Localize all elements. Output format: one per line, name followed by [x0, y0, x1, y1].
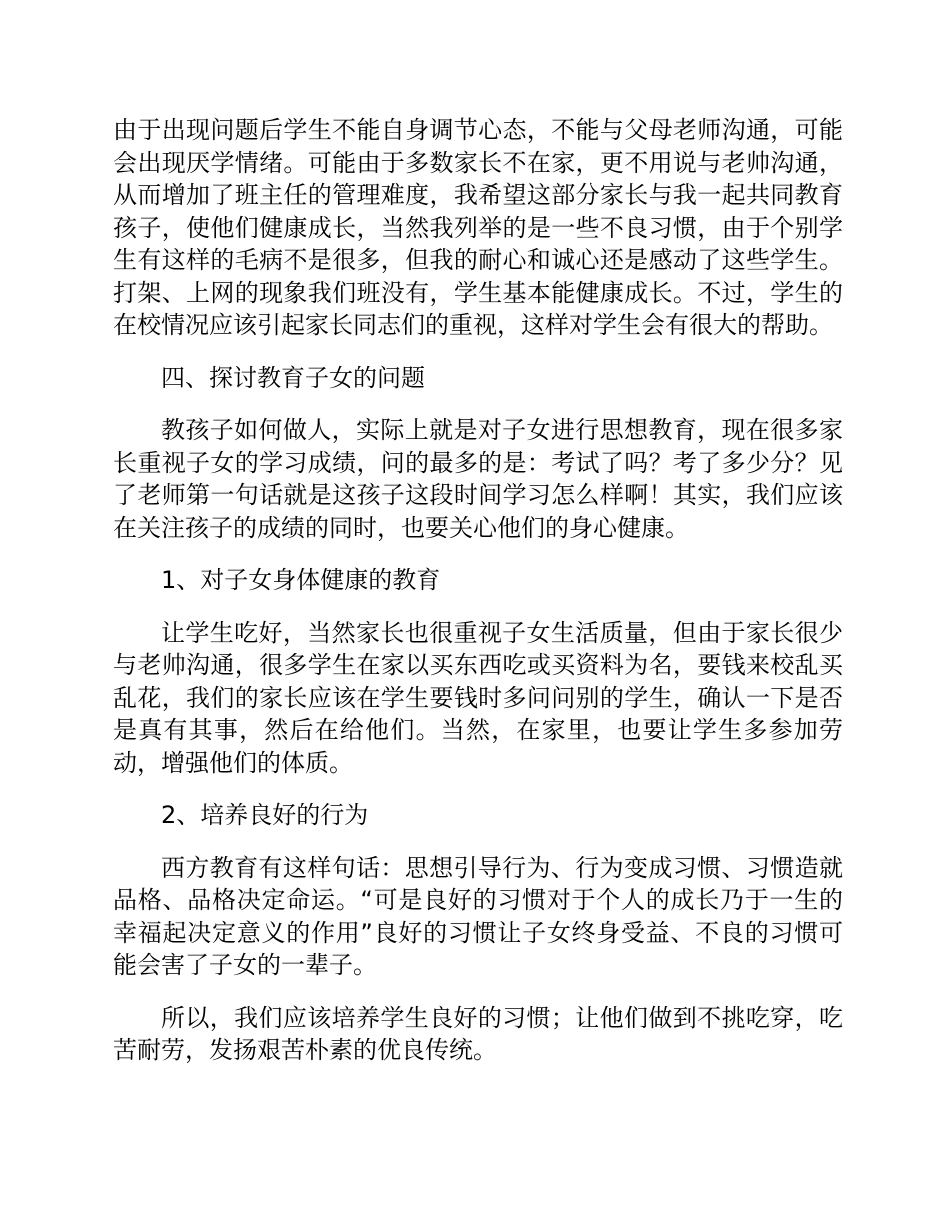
paragraph-conclusion: 所以，我们应该培养学生良好的习惯；让他们做到不挑吃穿，吃苦耐劳，发扬艰苦朴素的优良传统。 [113, 1003, 843, 1064]
paragraph-good-behavior: 西方教育有这样句话：思想引导行为、行为变成习惯、习惯造就品格、品格决定命运。“可是良好的习惯对于个人的成长乃于一生的幸福起决定意义的作用”良好的习惯让子女终身受益、不良的习惯可能会害了子女的一辈子。 [113, 853, 843, 979]
paragraph-intro: 由于出现问题后学生不能自身调节心态，不能与父母老师沟通，可能会出现厌学情绪。可能由于多数家长不在家，更不用说与老帅沟通，从而增加了班主任的管理难度，我希望这部分家长与我一起共同教育孩子，使他们健康成长，当然我列举的是一些不良习惯，由于个别学生有这样的毛病不是很多，但我的耐心和诚心还是感动了这些学生。打架、上网的现象我们班没有，学生基本能健康成长。不过，学生的在校情况应该引起家长同志们的重视，这样对学生会有很大的帮助。 [113, 116, 843, 339]
paragraph-moral-education: 教孩子如何做人，实际上就是对子女进行思想教育，现在很多家长重视子女的学习成绩，问的最多的是：考试了吗？考了多少分？见了老师第一句话就是这孩子这段时间学习怎么样啊！其实，我们应该在关注孩子的成绩的同时，也要关心他们的身心健康。 [113, 416, 843, 542]
subheading-good-behavior: 2、培养良好的行为 [161, 801, 369, 829]
section-heading-4: 四、探讨教育子女的问题 [161, 363, 425, 392]
subheading-physical-health: 1、对子女身体健康的教育 [161, 566, 441, 594]
document-body [113, 114, 843, 1087]
paragraph-physical-health: 让学生吃好，当然家长也很重视子女生活质量，但由于家长很少与老帅沟通，很多学生在家以买东西吃或买资料为名，要钱来校乱买乱花，我们的家长应该在学生要钱时多问问别的学生，确认一下是否是真有其事，然后在给他们。当然，在家里，也要让学生多参加劳动，增强他们的体质。 [113, 618, 843, 777]
